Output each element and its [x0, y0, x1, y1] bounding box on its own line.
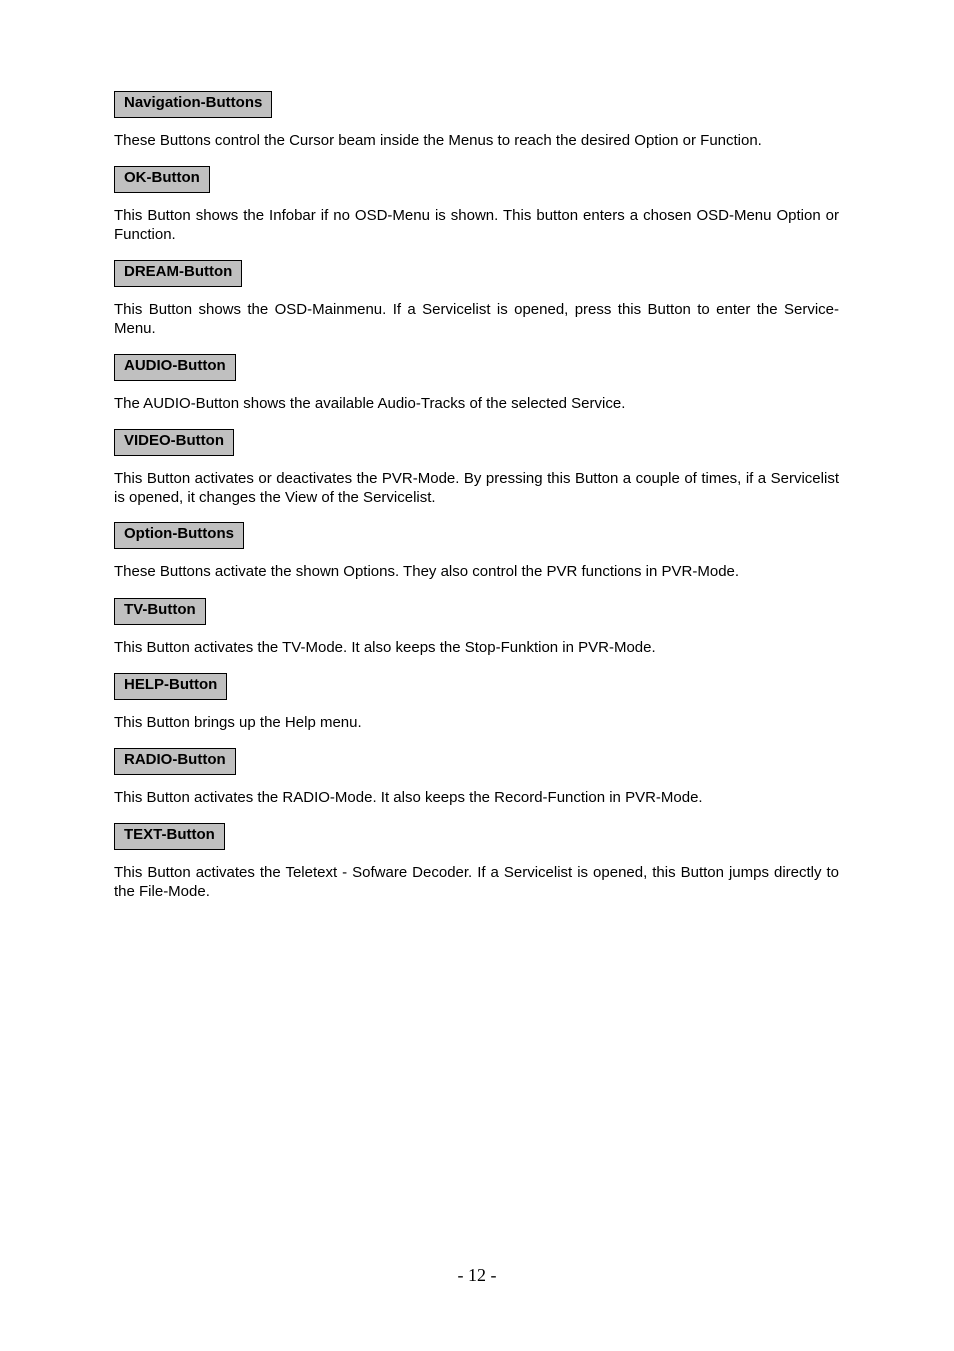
section-heading-video-button: VIDEO-Button	[114, 429, 234, 456]
section-heading-tv-button: TV-Button	[114, 598, 206, 625]
section-text-video-button: This Button activates or deactivates the PVR-Mode. By pressing this Button a couple of times, if a Servicelist is opened, it changes the View of the Servicelist.	[114, 470, 839, 506]
section-text-ok-button: This Button shows the Infobar if no OSD-Menu is shown. This button enters a chosen OSD-Menu Option or Function.	[114, 207, 839, 243]
section-text-option-buttons: These Buttons activate the shown Options. They also control the PVR functions in PVR-Mode.	[114, 563, 740, 580]
section-text-tv-button: This Button activates the TV-Mode. It also keeps the Stop-Funktion in PVR-Mode.	[114, 639, 656, 656]
section-text-navigation-buttons: These Buttons control the Cursor beam inside the Menus to reach the desired Option or Function.	[114, 132, 762, 149]
section-heading-ok-button: OK-Button	[114, 166, 210, 193]
section-text-radio-button: This Button activates the RADIO-Mode. It also keeps the Record-Function in PVR-Mode.	[114, 789, 703, 806]
section-heading-help-button: HELP-Button	[114, 673, 227, 700]
section-heading-dream-button: DREAM-Button	[114, 260, 242, 287]
section-text-audio-button: The AUDIO-Button shows the available Audio-Tracks of the selected Service.	[114, 395, 626, 412]
section-text-help-button: This Button brings up the Help menu.	[114, 714, 362, 731]
page-number: - 12 -	[457, 1265, 497, 1285]
section-text-text-button: This Button activates the Teletext - Sofware Decoder. If a Servicelist is opened, this Button jumps directly to the File-Mode.	[114, 864, 839, 900]
section-heading-radio-button: RADIO-Button	[114, 748, 236, 775]
section-heading-text-button: TEXT-Button	[114, 823, 225, 850]
section-heading-audio-button: AUDIO-Button	[114, 354, 236, 381]
section-text-dream-button: This Button shows the OSD-Mainmenu. If a Servicelist is opened, press this Button to enter the Service-Menu.	[114, 301, 839, 337]
section-heading-navigation-buttons: Navigation-Buttons	[114, 91, 272, 118]
section-heading-option-buttons: Option-Buttons	[114, 522, 244, 549]
